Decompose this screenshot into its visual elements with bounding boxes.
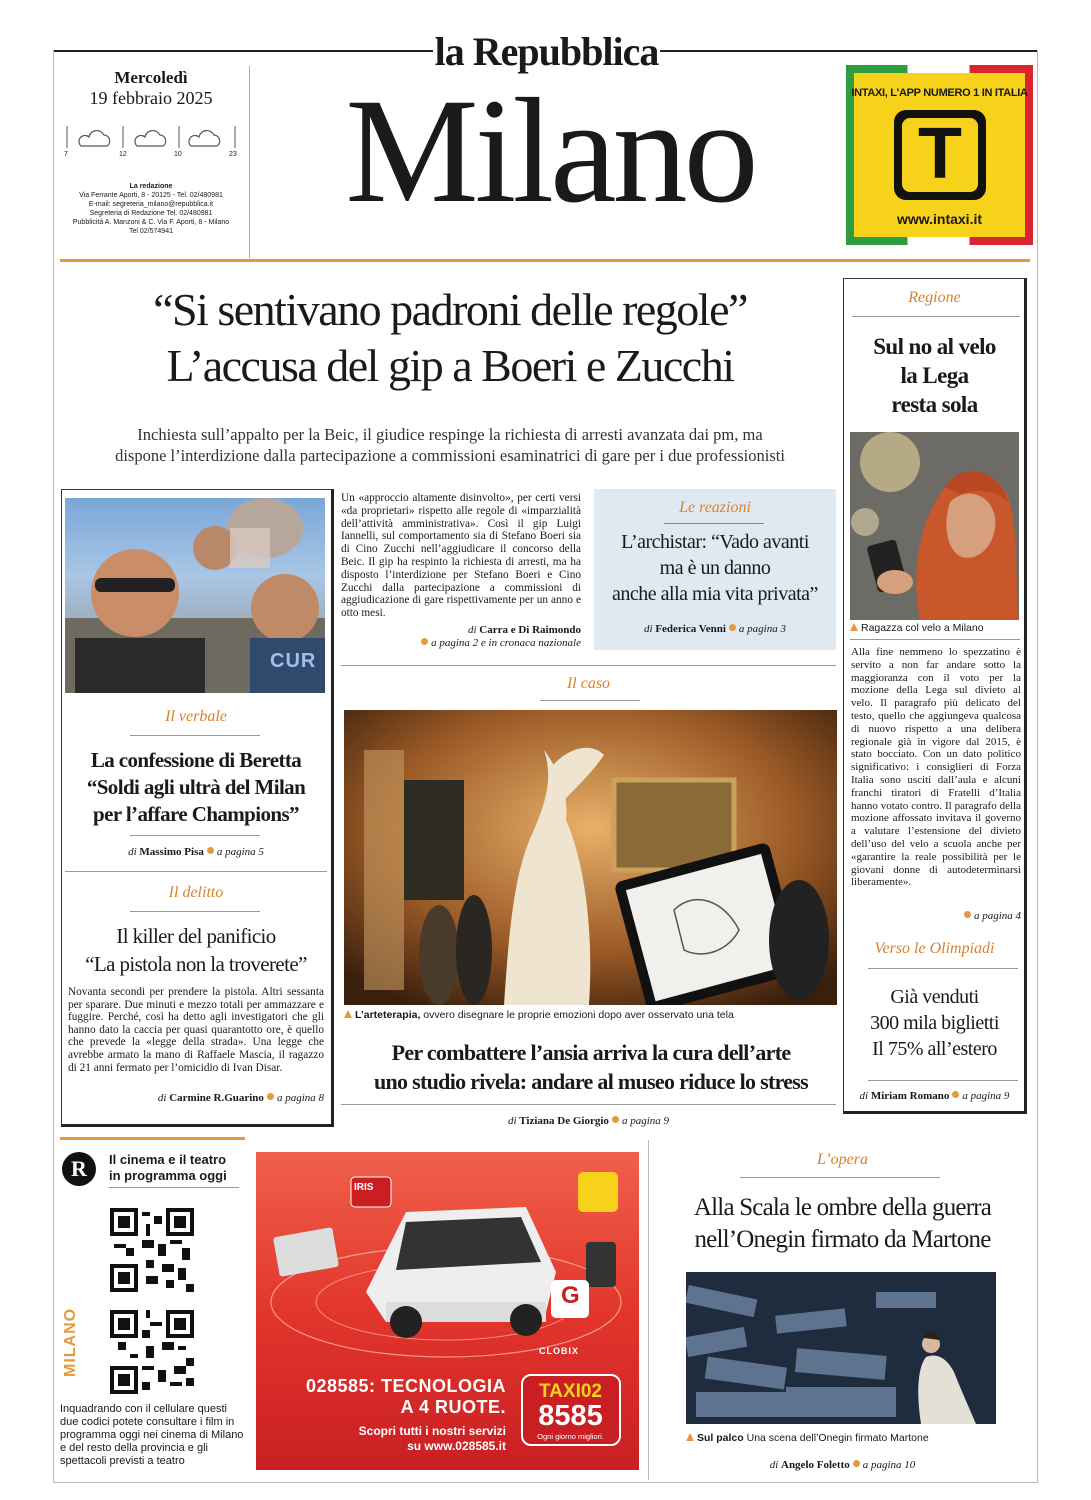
reazioni-headline-line3: anche alla mia vita privata” (612, 583, 818, 605)
taxi-badge-number: 8585 (538, 1400, 603, 1432)
weather-icons (63, 122, 243, 162)
caso-byline-prefix: di (507, 1115, 517, 1127)
reazioni-byline-prefix: di (644, 623, 653, 635)
regione-headline-line3: resta sola (891, 392, 978, 417)
page-left-border (53, 50, 54, 1482)
opera-headline-line1: Alla Scala le ombre della guerra (693, 1194, 992, 1221)
intaxi-headline: INTAXI, L'APP NUMERO 1 IN ITALIA (851, 87, 1028, 99)
verbale-byline (65, 846, 327, 858)
cinema-title (109, 1152, 249, 1184)
redazione-line: Tel 02/574941 (129, 228, 173, 235)
dot-icon (964, 911, 971, 918)
lead-summary-line2: dispone l’interdizione dalla partecipazione a commissioni esaminatrici di gare per i due professionisti (115, 446, 785, 465)
caso-byline-author: Tiziana De Giorgio (519, 1115, 609, 1127)
city-title: Milano (345, 68, 755, 234)
flag-bottom (846, 237, 1033, 245)
verbale-byline-author: Massimo Pisa (139, 846, 204, 858)
olimpiadi-page-ref: a pagina 9 (962, 1090, 1010, 1102)
masthead-rule-right (660, 50, 1038, 52)
redazione-line: Pubblicità A. Manzoni & C. Via F. Aporti, 8 - Milano (72, 219, 230, 226)
taxi-ad-line2: A 4 RUOTE. (400, 1397, 506, 1417)
dot-icon (207, 847, 214, 854)
verbale-kicker: Il verbale (165, 708, 227, 725)
regione-headline[interactable] (847, 332, 1022, 419)
reazioni-kicker: Le reazioni (679, 499, 751, 516)
masthead-rule-left (53, 50, 433, 52)
opera-byline-author: Angelo Foletto (781, 1459, 850, 1471)
taxi-badge-sub: Ogni giorno migliori. (537, 1432, 604, 1441)
verbale-photo (65, 498, 325, 693)
reazioni-byline-author: Federica Venni (655, 623, 726, 635)
masthead-day: Mercoledì (114, 68, 188, 87)
opera-headline-line2: nell’Onegin firmato da Martone (694, 1226, 991, 1253)
temp-2: 12 (119, 151, 127, 158)
lead-headline-line1: “Si sentivano padroni delle regole” (153, 284, 747, 335)
redazione-line: Segreteria di Redazione Tel. 02/480981 (89, 210, 213, 217)
regione-photo (850, 432, 1019, 620)
taxi-ad-subline (276, 1424, 506, 1454)
reazioni-byline (594, 623, 836, 635)
verbale-byline-prefix: di (128, 846, 137, 858)
caso-photo-art (344, 710, 837, 1005)
dot-icon (952, 1091, 959, 1098)
opera-byline (650, 1459, 1035, 1471)
caso-photo (344, 710, 837, 1005)
redazione-title: La redazione (129, 183, 173, 190)
verbale-headline[interactable] (65, 747, 327, 828)
page-right-border (1037, 50, 1038, 1482)
regione-headline-line1: Sul no al velo (873, 334, 996, 359)
reazioni-headline (594, 529, 836, 607)
taxi-ad-tag-clobix: CLOBIX (539, 1346, 580, 1356)
delitto-byline (68, 1092, 324, 1104)
caso-caption (344, 1009, 837, 1021)
regione-page-ref[interactable] (851, 910, 1021, 922)
triangle-icon (686, 1433, 694, 1441)
lead-body: Un «approccio altamente disinvolto», per certi versi «da proprietari» rispetto alle regole di «imparzialità dell’attività amministrativa». Così il gip Luigi Iannelli, sul comportamento sia di Stefano Boeri sia di Cino Zucchi nell’aggiudicare il concorso della Beic. Il gip ha respinto la richiesta di arresti, ma ha disposto l’interdizione per Stefano Boeri e Cino Zucchi dalla partecipazione a commissioni di aggiudicazione di gare rispettivamente per un anno e otto mesi. (341, 492, 581, 620)
delitto-body: Novanta secondi per prendere la pistola. Altri sessanta per sparare. Due minuti e mezzo totali per ammazzare e fuggire. Perché, così ha detto agli investigatori che gli hanno dato la caccia per quasi quarantotto ore, è quello che prevede la «legge della strada». Una legge che avrebbe armato la mano di Raffaele Mascia, il ragazzo di 21 anni fermato per l’omicidio di Ivan Disar. (68, 986, 324, 1074)
cinema-side-label: MILANO (62, 1307, 79, 1377)
regione-headline-line2: la Lega (900, 363, 969, 388)
regione-photo-art (850, 432, 1019, 620)
temp-4: 23 (229, 151, 237, 158)
opera-caption-text: Una scena dell’Onegin firmato Martone (746, 1432, 929, 1444)
taxi-ad-headline (276, 1376, 506, 1418)
delitto-page-ref: a pagina 8 (276, 1092, 324, 1104)
opera-caption (686, 1432, 1006, 1444)
opera-byline-prefix: di (769, 1459, 779, 1471)
cinema-title-line1: Il cinema e il teatro (109, 1152, 227, 1167)
lead-byline (341, 624, 581, 636)
caso-headline[interactable] (341, 1038, 841, 1096)
caso-page-ref: a pagina 9 (621, 1115, 669, 1127)
taxi-ad[interactable] (256, 1152, 639, 1470)
redazione-line: E-mail: segreteria_milano@repubblica.it (88, 201, 214, 208)
triangle-icon (850, 623, 858, 631)
taxi-ad-badge (521, 1374, 621, 1446)
taxi-ad-tag-iris: IRIS (354, 1182, 374, 1193)
dot-icon (267, 1093, 274, 1100)
intaxi-logo-icon (894, 110, 986, 200)
caso-headline-line1: Per combattere l’ansia arriva la cura dell’arte (391, 1040, 791, 1065)
delitto-headline[interactable] (65, 922, 327, 978)
caso-byline (341, 1115, 836, 1127)
temp-1: 7 (64, 151, 68, 158)
taxi-badge-top: TAXI02 (538, 1381, 602, 1402)
regione-kicker: Regione (908, 289, 961, 306)
olimpiadi-kicker: Verso le Olimpiadi (874, 940, 995, 957)
olimpiadi-byline-prefix: di (859, 1090, 869, 1102)
regione-body: Alla fine nemmeno lo spezzatino è servito a non far andare sotto la maggioranza con il voto per la mozione della Lega sul divieto al velo. Il paragrafo più delicato del testo, quello che aggiungeva qualcosa di nuovo rispetto a una delibera regionale già in vigore dal 2015, è stato bocciato. Con un dato politico significativo: i consiglieri di Forza Italia sono usciti dall’aula e alcuni franchi tiratori di Fratelli d’Italia hanno votato contro. Il paragrafo della mozione affossato invitava il governo a valutare l’estensione del divieto dell’uso del velo a scuola anche per «garantire la reale possibilità per le giovani donne di autodeterminarsi liberamente». (851, 646, 1021, 889)
olimpiadi-headline[interactable] (847, 984, 1022, 1062)
qr-code-cinema-icon (110, 1208, 194, 1292)
regione-page-ref-text: a pagina 4 (973, 910, 1021, 922)
reazioni-page-ref: a pagina 3 (738, 623, 786, 635)
caso-kicker: Il caso (566, 675, 611, 692)
taxi-ad-line4[interactable]: su www.028585.it (407, 1439, 506, 1453)
lead-headline[interactable] (60, 282, 840, 394)
cinema-text: Inquadrando con il cellulare questi due codici potete consultare i film in programma oggi nei cinema di Milano e del resto della provincia e gli spettacoli previsti a teatro (60, 1403, 244, 1467)
verbale-headline-line2: “Soldi agli ultrà del Milan (86, 775, 306, 799)
reazioni-headline-line1: L’archistar: “Vado avanti (621, 531, 809, 553)
opera-headline[interactable] (650, 1192, 1035, 1256)
delitto-headline-line2: “La pistola non la troverete” (85, 952, 307, 976)
dot-icon (853, 1460, 860, 1467)
delitto-headline-line1: Il killer del panificio (116, 924, 276, 948)
triangle-icon (344, 1010, 352, 1018)
verbale-photo-text: CUR (270, 650, 317, 672)
delitto-byline-author: Carmine R.Guarino (169, 1092, 264, 1104)
redazione-box (60, 182, 242, 236)
temp-3: 10 (174, 151, 182, 158)
caso-caption-bold: L’arteterapia, (355, 1009, 421, 1021)
lead-headline-line2: L’accusa del gip a Boeri e Zucchi (166, 340, 734, 391)
dot-icon (421, 638, 428, 645)
lead-summary-line1: Inchiesta sull’appalto per la Beic, il giudice respinge la richiesta di arresti avanzata dai pm, ma (137, 425, 763, 444)
taxi-ad-line3: Scopri tutti i nostri servizi (358, 1424, 506, 1438)
delitto-kicker: Il delitto (168, 884, 224, 901)
masthead-date: 19 febbraio 2025 (89, 88, 213, 108)
caso-caption-text: ovvero disegnare le proprie emozioni dopo aver osservato una tela (423, 1009, 734, 1021)
lead-summary (60, 424, 840, 466)
opera-kicker: L’opera (817, 1151, 868, 1168)
cinema-title-line2: in programma oggi (109, 1168, 227, 1183)
regione-caption (850, 622, 1022, 634)
dot-icon (612, 1116, 619, 1123)
qr-code-teatro[interactable] (110, 1310, 194, 1394)
lead-byline-prefix: di (467, 624, 477, 636)
lead-page-ref[interactable] (341, 637, 581, 649)
reazioni-box[interactable] (594, 489, 836, 650)
brand-logo[interactable]: la Repubblica (434, 29, 659, 74)
opera-page-ref: a pagina 10 (862, 1459, 916, 1471)
taxi-ad-tag-g: G (561, 1282, 580, 1309)
qr-code-teatro-icon (110, 1310, 194, 1394)
intaxi-logo-letter: T (918, 114, 962, 194)
caso-headline-line2: uno studio rivela: andare al museo riduce lo stress (373, 1069, 809, 1094)
opera-caption-bold: Sul palco (697, 1432, 744, 1444)
lead-page-ref-text: a pagina 2 e in cronaca nazionale (431, 637, 581, 649)
intaxi-url[interactable]: www.intaxi.it (896, 211, 983, 227)
olimpiadi-headline-line3: Il 75% all’estero (872, 1038, 997, 1060)
opera-divider (648, 1140, 649, 1480)
taxi-ad-line1: 028585: TECNOLOGIA (305, 1376, 506, 1396)
olimpiadi-headline-line2: 300 mila biglietti (870, 1012, 999, 1034)
opera-photo (686, 1272, 996, 1424)
olimpiadi-byline-author: Miriam Romano (870, 1090, 950, 1102)
verbale-headline-line3: per l’affare Champions” (93, 802, 299, 826)
masthead-orange-rule (60, 259, 1030, 262)
repubblica-r-logo: R (62, 1152, 96, 1186)
opera-photo-art (686, 1272, 996, 1424)
olimpiadi-headline-line1: Già venduti (890, 986, 979, 1008)
weather-strip (63, 122, 243, 162)
cinema-orange-rule (60, 1137, 245, 1140)
reazioni-headline-line2: ma è un danno (659, 557, 771, 579)
page-bottom-border (53, 1482, 1038, 1483)
masthead-divider (249, 66, 250, 258)
intaxi-ad[interactable] (846, 65, 1033, 245)
delitto-byline-prefix: di (157, 1092, 167, 1104)
verbale-page-ref: a pagina 5 (216, 846, 264, 858)
verbale-headline-line1: La confessione di Beretta (90, 748, 302, 772)
lead-byline-author: Carra e Di Raimondo (479, 624, 581, 636)
olimpiadi-byline (847, 1090, 1022, 1102)
dot-icon (729, 624, 736, 631)
flag-top (846, 65, 1033, 73)
redazione-line: Via Ferrante Aporti, 8 - 20125 - Tel. 02/480981 (79, 192, 223, 199)
qr-code-cinema[interactable] (110, 1208, 194, 1292)
regione-caption-text: Ragazza col velo a Milano (861, 622, 984, 634)
